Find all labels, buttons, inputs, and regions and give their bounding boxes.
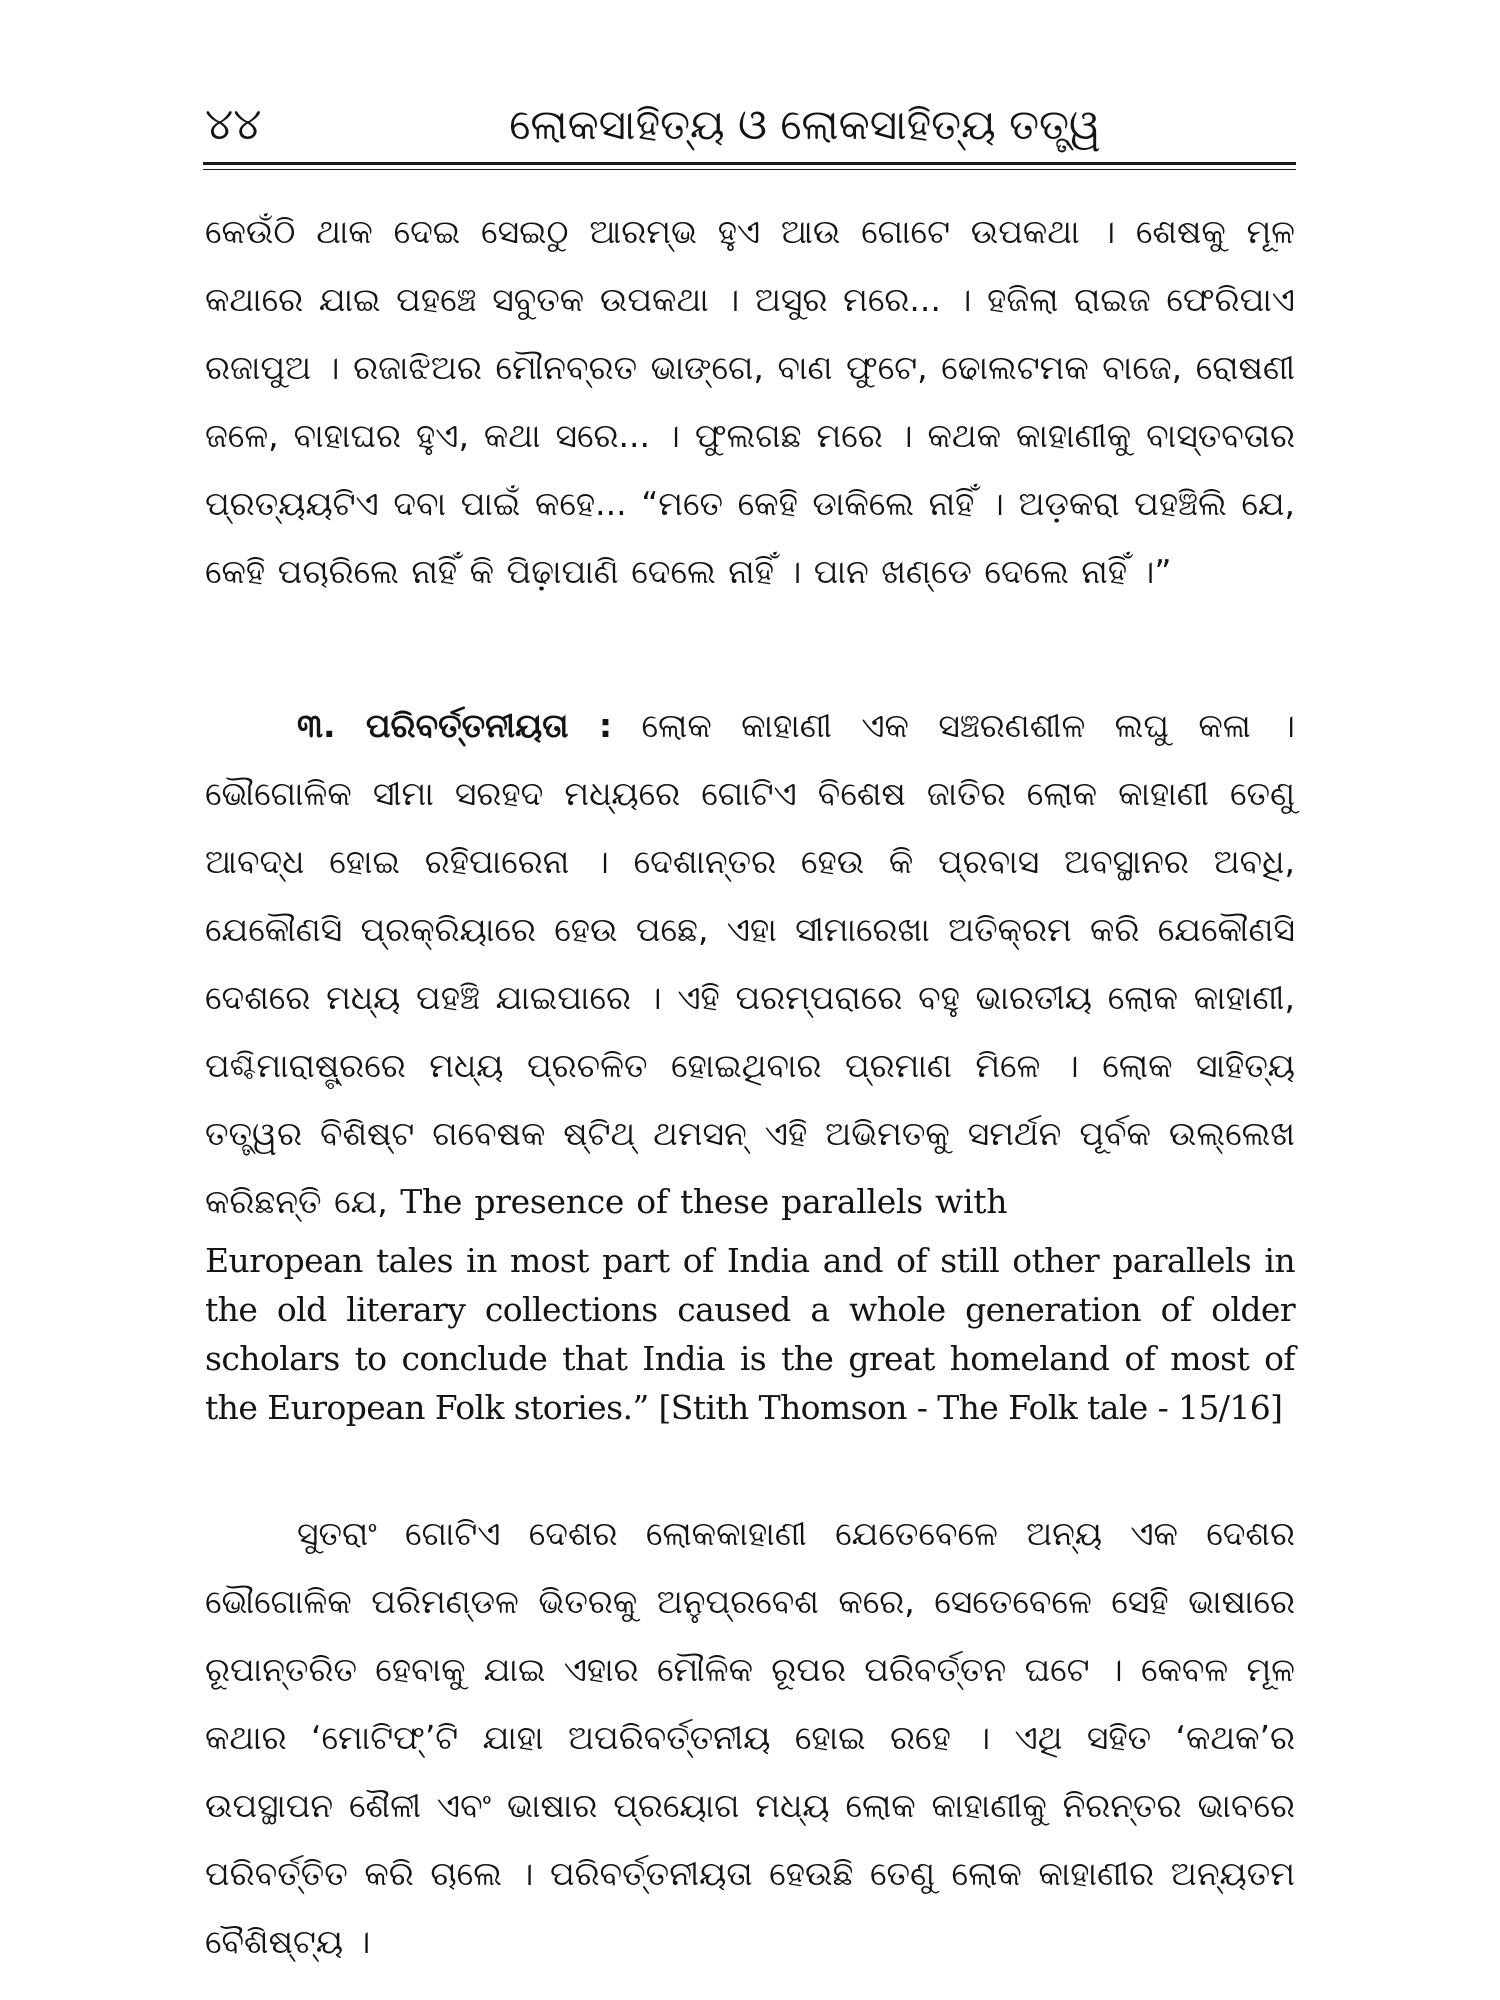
- page-number: ୪୪: [205, 99, 262, 150]
- english-quote-start: The presence of these parallels with: [400, 1182, 1008, 1221]
- header-rule-thin: [203, 169, 1296, 170]
- paragraph-3-text: ସୁତରାଂ ଗୋଟିଏ ଦେଶର ଲୋକକାହାଣୀ ଯେତେବେଳେ ଅନ୍ୟ ଏକ ଦେଶର ଭୌଗୋଳିକ ପରିମଣ୍ଡଳ ଭିତରକୁ ଅନୁପ୍ରବେଶ କରେ, ସେତେବେଳେ ସେହି ଭାଷାରେ ରୂପାନ୍ତରିତ ହେବାକୁ ଯାଇ ଏହାର ମୌଳିକ ରୂପର ପରିବର୍ତ୍ତନ ଘଟେ । କେବଳ ମୂଳ କଥାର ‘ମୋଟିଫ୍’ଟି ଯାହା ଅପରିବର୍ତ୍ତନୀୟ ହୋଇ ରହେ । ଏଥି ସହିତ ‘କଥକ’ର ଉପସ୍ଥାପନ ଶୈଳୀ ଏବଂ ଭାଷାର ପ୍ରୟୋଗ ମଧ୍ୟ ଲୋକ କାହାଣୀକୁ ନିରନ୍ତର ଭାବରେ ପରିବର୍ତ୍ତିତ କରି ଚାଲେ । ପରିବର୍ତ୍ତନୀୟତା ହେଉଛି ତେଣୁ ଲୋକ କାହାଣୀର ଅନ୍ୟତମ ବୈଶିଷ୍ଟ୍ୟ ।: [205, 1514, 1295, 1961]
- header-rule-thick: [203, 162, 1296, 165]
- running-title: ଲୋକସାହିତ୍ୟ ଓ ଲୋକସାହିତ୍ୟ ତତ୍ତ୍ୱ: [509, 100, 1101, 149]
- english-quote: European tales in most part of India and of still other parallels in the old literary collections caused a whole generation of older scholars to conclude that India is the great homeland of most of the European Folk stories.” [Stith Thomson - The Folk tale - 15/16]: [205, 1241, 1295, 1427]
- paragraph-1-text: କେଉଁଠି ଥାକ ଦେଇ ସେଇଠୁ ଆରମ୍ଭ ହୁଏ ଆଉ ଗୋଟେ ଉପକଥା । ଶେଷକୁ ମୂଳ କଥାରେ ଯାଇ ପହଞ୍ଚେ ସବୁତକ ଉପକଥା । ଅସୁର ମରେ... । ହଜିଲା ରାଇଜ ଫେରିପାଏ ରଜାପୁଅ । ରଜାଝିଅର ମୌନବ୍ରତ ଭାଙ୍ଗେ, ବାଣ ଫୁଟେ, ଢୋଲଟମକ ବାଜେ, ରୋଷଣୀ ଜଳେ, ବାହାଘର ହୁଏ, କଥା ସରେ... । ଫୁଲଗଛ ମରେ । କଥକ କାହାଣୀକୁ ବାସ୍ତବତାର ପ୍ରତ୍ୟୟଟିଏ ଦବା ପାଇଁ କହେ... “ମତେ କେହି ଡାକିଲେ ନାହିଁ । ଅଡ଼କରା ପହଞ୍ଚିଲି ଯେ, କେହି ପଚାରିଲେ ନାହିଁ କି ପିଢ଼ାପାଣି ଦେଲେ ନାହିଁ । ପାନ ଖଣ୍ଡେ ଦେଲେ ନାହିଁ ।”: [205, 212, 1295, 591]
- paragraph-1: [205, 198, 1295, 606]
- paragraph-2-text: [205, 692, 1295, 1236]
- section-heading: ୩. ପରିବର୍ତ୍ତନୀୟତା :: [297, 706, 613, 745]
- paragraph-3: [205, 1500, 1295, 1976]
- paragraph-2-body: ଲୋକ କାହାଣୀ ଏକ ସଞ୍ଚରଣଶୀଳ ଲଘୁ କଳା । ଭୌଗୋଳିକ ସୀମା ସରହଦ ମଧ୍ୟରେ ଗୋଟିଏ ବିଶେଷ ଜାତିର ଲୋକ କାହାଣୀ ତେଣୁ ଆବଦ୍ଧ ହୋଇ ରହିପାରେନା । ଦେଶାନ୍ତର ହେଉ କି ପ୍ରବାସ ଅବସ୍ଥାନର ଅବଧି, ଯେକୌଣସି ପ୍ରକ୍ରିୟାରେ ହେଉ ପଛେ, ଏହା ସୀମାରେଖା ଅତିକ୍ରମ କରି ଯେକୌଣସି ଦେଶରେ ମଧ୍ୟ ପହଞ୍ଚି ଯାଇପାରେ । ଏହି ପରମ୍ପରାରେ ବହୁ ଭାରତୀୟ ଲୋକ କାହାଣୀ, ପଶ୍ଚିମାରାଷ୍ଟ୍ରରେ ମଧ୍ୟ ପ୍ରଚଳିତ ହୋଇଥିବାର ପ୍ରମାଣ ମିଳେ । ଲୋକ ସାହିତ୍ୟ ତତ୍ତ୍ୱର ବିଶିଷ୍ଟ ଗବେଷକ ଷ୍ଟିଥ୍ ଥମସନ୍ ଏହି ଅଭିମତକୁ ସମର୍ଥନ ପୂର୍ବକ ଉଲ୍ଲେଖ କରିଛନ୍ତି ଯେ,: [205, 706, 1295, 1221]
- page-header: [205, 96, 1295, 154]
- paragraph-2: [205, 692, 1295, 1432]
